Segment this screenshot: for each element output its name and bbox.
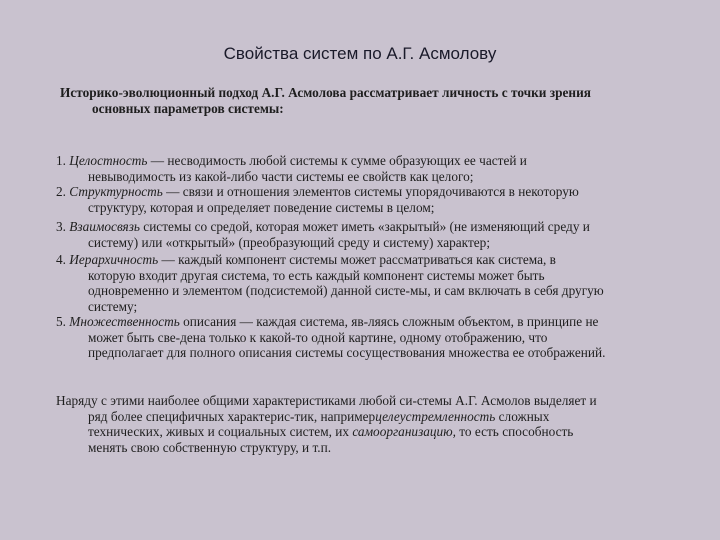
outro-term: самоорганизацию, [352,424,456,439]
list-item-structure [56,184,579,215]
slide-title: Свойства систем по А.Г. Асмолову [223,44,497,63]
item-text: — связи и отношения элементов системы упорядочиваются в некоторую [162,184,579,199]
item-number: 5. [56,314,70,329]
item-text: — несводимость любой системы к сумме образующих ее частей и [147,153,527,168]
list-item-line: систему) или «открытый» (преобразующий среду и систему) характер; [88,234,491,250]
list-item-line: предполагает для полного описания системы сосуществования множества ее отображений. [88,345,606,360]
item-number: 1. [56,153,70,168]
outro-line: менять свою собственную структуру, и т.п. [88,439,332,455]
outro-text: технических, живых и социальных систем, их [88,424,353,439]
outro-text: сложных [495,408,550,424]
outro-text: то есть способность [455,424,574,439]
item-number: 4. [56,252,70,267]
list-item-line: которую входит другая система, то есть каждый компонент системы может быть [88,267,545,283]
list-item-line [56,184,579,200]
list-item-line: может быть све-дена только к какой-то одной картине, одному отображению, что [88,329,548,345]
item-term: Иерархичность [69,252,159,267]
list-item-line [56,314,605,330]
item-term: Множественность [69,314,180,329]
intro-line: основных параметров системы: [92,100,284,116]
outro-paragraph [56,393,597,455]
outro-line [56,424,597,440]
item-term: Взаимосвязь [69,219,140,234]
item-text: описания — каждая система, яв-ляясь сложным объектом, в принципе не [179,314,599,329]
intro-paragraph [60,85,591,116]
list-item-line: невыводимость из какой-либо части системы ее свойств как целого; [88,168,474,184]
list-item-integrity [56,153,527,184]
list-item-line [56,153,527,169]
item-term: Структурность [69,184,163,199]
outro-text: ряд более специфичных характерис-тик, например [88,408,376,424]
outro-line [56,409,597,425]
item-number: 3. [56,219,70,234]
outro-line: Наряду с этими наиболее общими характеристиками любой си-стемы А.Г. Асмолов выделяет и [56,393,597,408]
list-item-line: систему; [88,298,138,314]
list-item-line: структуру, которая и определяет поведение системы в целом; [88,199,435,215]
list-item-interconnection [56,219,590,250]
item-term: Целостность [69,153,148,168]
list-item-line [56,219,590,235]
outro-term: целеустремленность [375,408,496,424]
list-item-line: одновременно и элементом (подсистемой) данной систе-мы, и сам включать в себя другую [88,283,604,298]
item-text: системы со средой, которая может иметь «закрытый» (не изменяющий среду и [139,219,590,234]
list-item-multiplicity [56,314,605,361]
item-text: — каждый компонент системы может рассматриваться как система, в [158,252,556,267]
list-item-hierarchy [56,252,604,314]
list-item-line [56,252,604,268]
intro-line: Историко-эволюционный подход А.Г. Асмолова рассматривает личность с точки зрения [60,85,591,100]
item-number: 2. [56,184,70,199]
